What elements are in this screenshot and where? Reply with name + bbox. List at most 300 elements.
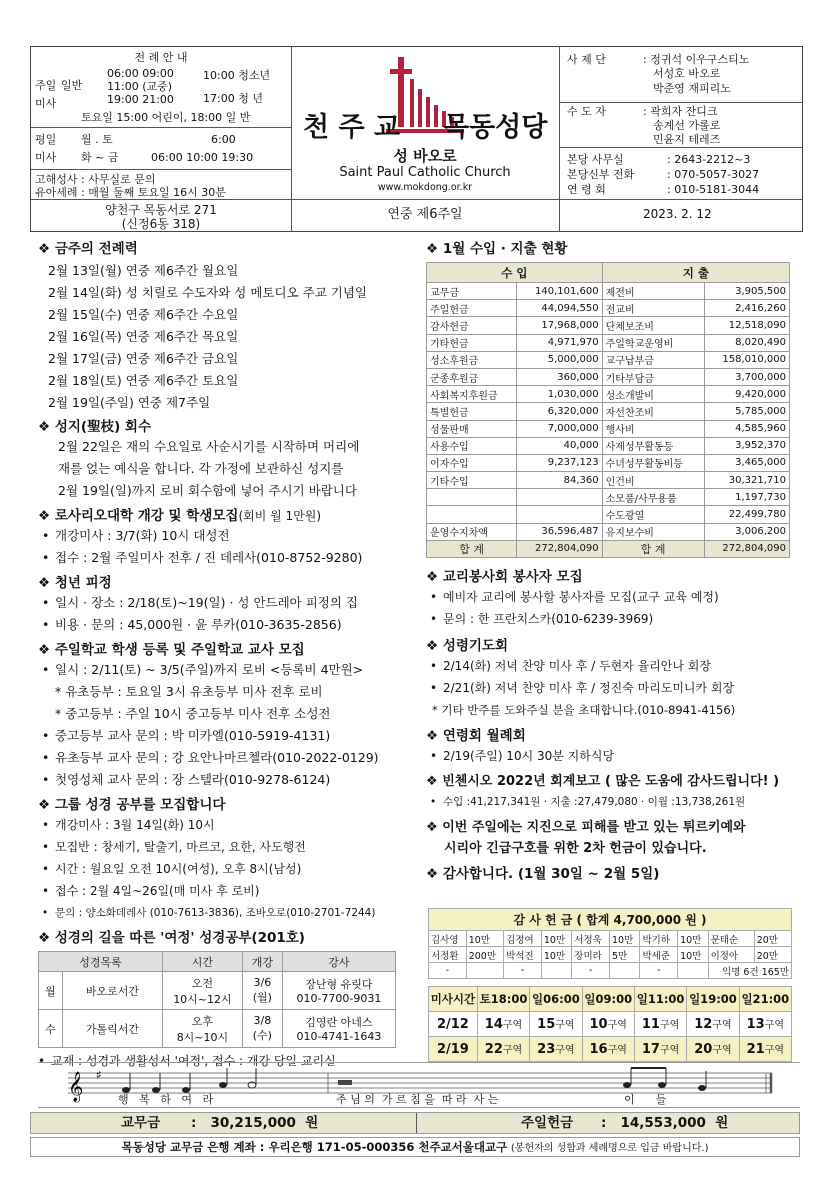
liturgy-list bbox=[38, 260, 418, 414]
liturgy-item: 2월 16일(목) 연중 제6주간 목요일 bbox=[48, 329, 239, 344]
sunday-offering-value: : 14,553,000 원 bbox=[601, 1115, 729, 1131]
donation-cell bbox=[678, 963, 708, 979]
district-number: 15 bbox=[537, 1017, 556, 1032]
income-amount: 4,971,970 bbox=[517, 334, 602, 351]
journey-title-text: 성경의 길을 따른 '여정' 성경공부(201호) bbox=[54, 930, 305, 946]
tue-fri: 화 ~ 금 bbox=[81, 151, 119, 164]
finance-row bbox=[427, 386, 790, 403]
income-header: 수 입 bbox=[427, 263, 603, 283]
expense-item: 인건비 bbox=[602, 472, 704, 489]
finance-title: ❖ 1월 수입 · 지출 현황 bbox=[426, 241, 568, 257]
rosary-item: 개강미사 : 3/7(화) 10시 대성전 bbox=[55, 528, 230, 543]
district-header-row bbox=[429, 987, 792, 1012]
district-number: 14 bbox=[484, 1017, 503, 1032]
finance-row bbox=[427, 334, 790, 351]
expense-item: 제전비 bbox=[602, 283, 704, 300]
elders-title-text: 연령회 월례회 bbox=[442, 728, 526, 744]
rosary-title: ❖ 로사리오대학 개강 및 학생모집(회비 월 1만원) bbox=[38, 508, 322, 524]
income-item: 군종후원금 bbox=[427, 368, 517, 385]
donation-name: 박석진 bbox=[504, 947, 542, 963]
district-suffix: 구역 bbox=[555, 1045, 575, 1056]
spirit-item: 2/14(화) 저녁 찬양 미사 후 / 두현자 율리안나 회장 bbox=[443, 659, 711, 673]
district-date: 2/12 bbox=[429, 1012, 478, 1037]
donation-amount: 10만 bbox=[466, 931, 503, 947]
income-amount: 44,094,550 bbox=[517, 300, 602, 317]
liturgy-item: 2월 18일(토) 연중 제6주간 토요일 bbox=[48, 373, 239, 388]
youth-item: 비용 · 문의 : 45,000원 · 윤 루카(010-3635-2856) bbox=[55, 617, 342, 632]
income-amount: 17,968,000 bbox=[517, 317, 602, 334]
priest-2: 서성호 바오로 bbox=[653, 67, 721, 80]
bible-item: 모집반 : 창세기, 탈출기, 마르코, 요한, 사도행전 bbox=[55, 840, 306, 854]
district-header: 미사시간 bbox=[429, 987, 478, 1012]
district-number: 10 bbox=[589, 1017, 608, 1032]
income-item bbox=[427, 506, 517, 523]
income-amount: 40,000 bbox=[517, 437, 602, 454]
bible-item: 접수 : 2월 4일~26일(매 미사 후 로비) bbox=[55, 884, 260, 898]
journey-cell: 오후 8시~10시 bbox=[163, 1010, 243, 1048]
expense-amount: 3,465,000 bbox=[704, 454, 789, 471]
school-item: 유초등부 교사 문의 : 강 요안나마르첼라(010-2022-0129) bbox=[55, 750, 379, 765]
youth-item: 일시 · 장소 : 2/18(토)~19(일) · 성 안드레아 피정의 집 bbox=[55, 595, 359, 610]
donation-amount: 20만 bbox=[754, 947, 791, 963]
bank-bar bbox=[30, 1137, 800, 1157]
donation-cell: - bbox=[640, 963, 678, 979]
journey-header: 성경목록 bbox=[39, 952, 163, 972]
sunday-times-2: 11:00 (교중) bbox=[107, 80, 173, 93]
expense-amount: 12,518,090 bbox=[704, 317, 789, 334]
donation-name: 김정여 bbox=[504, 931, 542, 947]
district-date: 2/19 bbox=[429, 1037, 478, 1062]
income-item: 운영수지차액 bbox=[427, 523, 517, 540]
sunday-times-1: 06:00 09:00 bbox=[107, 67, 174, 80]
journey-header-row bbox=[39, 952, 396, 972]
income-amount: 9,237,123 bbox=[517, 454, 602, 471]
tue-fri-times: 06:00 10:00 19:30 bbox=[151, 151, 254, 164]
spirit-title: ❖ 성령기도회 bbox=[426, 638, 509, 654]
donation-name: 서정환 bbox=[429, 947, 467, 963]
bulletin-date: 2023. 2. 12 bbox=[643, 207, 712, 221]
thanks-title: ❖ 감사합니다. (1월 30일 ~ 2월 5일) bbox=[426, 866, 660, 882]
district-row bbox=[429, 1012, 792, 1037]
journey-row bbox=[39, 1010, 396, 1048]
donation-amount: 10만 bbox=[541, 947, 571, 963]
income-amount bbox=[517, 506, 602, 523]
journey-cell: 3/8 (수) bbox=[242, 1010, 282, 1048]
district-row bbox=[429, 1037, 792, 1062]
district-number: 21 bbox=[746, 1042, 765, 1057]
district-header: 일09:00 bbox=[582, 987, 634, 1012]
expense-item: 수녀성무활동비등 bbox=[602, 454, 704, 471]
young-adult-mass: 17:00 청 년 bbox=[203, 92, 263, 105]
donation-table bbox=[428, 908, 792, 979]
journey-title: ❖ 성경의 길을 따른 '여정' 성경공부(201호) bbox=[38, 930, 305, 946]
palm-title: ❖ 성지(聖枝) 회수 bbox=[38, 419, 152, 435]
donation-anonymous: 익명 6건 165만 bbox=[708, 963, 791, 979]
donation-cell: - bbox=[572, 963, 610, 979]
expense-amount: 3,700,000 bbox=[704, 368, 789, 385]
catechism-item: 예비자 교리에 봉사할 봉사자를 모집(교구 교육 예정) bbox=[443, 590, 719, 604]
donation-cell: - bbox=[429, 963, 467, 979]
header-box bbox=[30, 46, 803, 232]
finance-row bbox=[427, 368, 790, 385]
sunday-offering-label: 주일헌금 bbox=[521, 1115, 574, 1131]
office-label: 본당 사무실 bbox=[567, 153, 624, 166]
expense-item: 기타부담금 bbox=[602, 368, 704, 385]
journey-header: 강사 bbox=[282, 952, 395, 972]
donation-cell bbox=[466, 963, 503, 979]
district-cell bbox=[634, 1037, 686, 1062]
finance-row bbox=[427, 506, 790, 523]
address-1: 양천구 목동서로 271 bbox=[105, 203, 217, 217]
confession-info: 고해성사 : 사무실로 문의 bbox=[35, 173, 156, 186]
rosary-list: • 개강미사 : 3/7(화) 10시 대성전 • 접수 : 2월 주일미사 전후 / 진 데레사(010-8752-9280) bbox=[42, 528, 363, 565]
journey-cell: 3/6 (월) bbox=[242, 972, 282, 1010]
donation-amount: 200만 bbox=[466, 947, 503, 963]
donation-name: 장미라 bbox=[572, 947, 610, 963]
nun-3: 민윤지 테레즈 bbox=[653, 133, 721, 146]
church-name-left: 천 주 교 bbox=[303, 112, 401, 143]
district-number: 20 bbox=[694, 1042, 713, 1057]
donation-amount: 5만 bbox=[610, 947, 640, 963]
rosary-title-note: (회비 월 1만원) bbox=[238, 509, 322, 523]
total-income: 272,804,090 bbox=[517, 540, 602, 557]
income-amount bbox=[517, 489, 602, 506]
palm-line: 2월 22일은 재의 수요일로 사순시기를 시작하며 머리에 bbox=[58, 439, 360, 454]
weekday-label2: 미사 bbox=[35, 151, 57, 164]
district-suffix: 구역 bbox=[659, 1020, 680, 1031]
expense-amount: 22,499,780 bbox=[704, 506, 789, 523]
district-number: 17 bbox=[641, 1042, 660, 1057]
finance-total-row bbox=[427, 540, 790, 557]
school-item: 첫영성체 교사 문의 : 장 스텔라(010-9278-6124) bbox=[55, 772, 331, 787]
finance-row bbox=[427, 317, 790, 334]
right-column bbox=[426, 240, 796, 883]
district-header: 일06:00 bbox=[530, 987, 582, 1012]
donation-name: 박기하 bbox=[640, 931, 678, 947]
vincent-title: ❖ 빈첸시오 2022년 회계보고 ( 많은 도움에 감사드립니다! ) bbox=[426, 774, 780, 789]
liturgy-title: ❖ 금주의 전례력 bbox=[38, 241, 138, 257]
youth-title: ❖ 청년 피정 bbox=[38, 575, 112, 591]
bible-item: 문의 : 양소화데레사 (010-7613-3836), 조바오로(010-2701-7244) bbox=[55, 907, 376, 919]
expense-amount: 3,905,500 bbox=[704, 283, 789, 300]
donation-name: 박세준 bbox=[640, 947, 678, 963]
donation-cell bbox=[541, 963, 571, 979]
catechism-item: 문의 : 한 프란치스카(010-6239-3969) bbox=[443, 612, 654, 626]
district-suffix: 구역 bbox=[764, 1020, 785, 1031]
expense-header: 지 출 bbox=[602, 263, 789, 283]
donation-name: 서정욱 bbox=[572, 931, 610, 947]
mon-sat: 월 . 토 bbox=[81, 133, 113, 146]
sunday-times-3: 19:00 21:00 bbox=[107, 93, 174, 106]
expense-amount: 9,420,000 bbox=[704, 386, 789, 403]
spirit-item: 2/21(화) 저녁 찬양 미사 후 / 정진숙 마리도미니카 회장 bbox=[443, 681, 735, 695]
priest-phone: : 070-5057-3027 bbox=[667, 168, 760, 181]
district-number: 23 bbox=[537, 1042, 556, 1057]
expense-amount: 8,020,490 bbox=[704, 334, 789, 351]
finance-row bbox=[427, 489, 790, 506]
district-suffix: 구역 bbox=[764, 1045, 785, 1056]
expense-amount: 158,010,000 bbox=[704, 351, 789, 368]
journey-cell: 바오로서간 bbox=[63, 972, 163, 1010]
finance-title-text: 1월 수입 · 지출 현황 bbox=[442, 241, 568, 257]
priest-3: 박준영 재피리노 bbox=[653, 82, 731, 95]
expense-amount: 3,952,370 bbox=[704, 437, 789, 454]
journey-table bbox=[38, 951, 396, 1048]
expense-item: 행사비 bbox=[602, 420, 704, 437]
donation-name: 김사영 bbox=[429, 931, 467, 947]
svg-text:𝄞: 𝄞 bbox=[68, 1072, 84, 1102]
total-label: 합 계 bbox=[427, 540, 517, 557]
income-amount: 5,000,000 bbox=[517, 351, 602, 368]
income-amount: 6,320,000 bbox=[517, 403, 602, 420]
youth-title-text: 청년 피정 bbox=[54, 575, 112, 591]
hymn-lyric-2: 주 님 의 가 르 침 을 따 라 사 는 bbox=[336, 1093, 499, 1106]
bible-list: • 개강미사 : 3월 14일(화) 10시 • 모집반 : 창세기, 탈출기, 마르코, 요한, 사도행전 • 시간 : 월요일 오전 10시(여성), 오후 8시(남성) • 접수 : 2월 4일~26일(매 미사 후 로비) • 문의 : 양소화데레사 (010-7613-3836), 조바오로(010-2701-7244) bbox=[42, 818, 376, 919]
vincent-list: • 수입 :41,217,341원 · 지출 :27,479,080 · 이월 :13,738,261원 bbox=[430, 796, 746, 808]
income-amount: 1,030,000 bbox=[517, 386, 602, 403]
hymn-staff bbox=[38, 1062, 800, 1108]
finance-header-row bbox=[427, 263, 790, 283]
bank-note: (봉헌자의 성함과 세례명으로 입금 바랍니다.) bbox=[510, 1143, 709, 1154]
expense-amount: 4,585,960 bbox=[704, 420, 789, 437]
journey-cell: 가톨릭서간 bbox=[63, 1010, 163, 1048]
district-header: 일19:00 bbox=[687, 987, 739, 1012]
priest-phone-label: 본당신부 전화 bbox=[567, 168, 635, 181]
income-item: 교무금 bbox=[427, 283, 517, 300]
vincent-item: 수입 :41,217,341원 · 지출 :27,479,080 · 이월 :13,738,261원 bbox=[443, 796, 746, 808]
expense-item: 수도광열 bbox=[602, 506, 704, 523]
relief-line: 시리아 긴급구호를 위한 2차 헌금이 있습니다. bbox=[444, 841, 707, 856]
district-suffix: 구역 bbox=[607, 1045, 627, 1056]
nun-label: 수 도 자 bbox=[567, 105, 606, 118]
rosary-title-text: 로사리오대학 개강 및 학생모집 bbox=[54, 508, 239, 524]
hymn-lyric-3: 이 들 bbox=[624, 1093, 667, 1106]
school-item: 일시 : 2/11(토) ~ 3/5(주일)까지 로비 <등록비 4만원> bbox=[55, 662, 364, 677]
journey-cell: 월 bbox=[39, 972, 63, 1010]
elders-title: ❖ 연령회 월례회 bbox=[426, 728, 526, 744]
bank-text: 목동성당 교무금 은행 계좌 : 우리은행 171-05-000356 천주교서울대교구 bbox=[121, 1140, 508, 1154]
district-table bbox=[428, 986, 792, 1062]
journey-header: 개강 bbox=[242, 952, 282, 972]
liturgy-item: 2월 17일(금) 연중 제6주간 금요일 bbox=[48, 351, 239, 366]
palm-body bbox=[38, 436, 418, 502]
liturgy-item: 2월 15일(수) 연중 제6주간 수요일 bbox=[48, 307, 239, 322]
district-cell bbox=[687, 1012, 739, 1037]
tithe-label: 교무금 bbox=[121, 1115, 161, 1131]
nun-1: : 곽희자 잔디크 bbox=[643, 105, 718, 118]
school-item: * 중고등부 : 주일 10시 중고등부 미사 전후 소성전 bbox=[55, 706, 331, 721]
saint-name: 성 바오로 bbox=[393, 147, 457, 165]
donation-name: 문태순 bbox=[708, 931, 754, 947]
journey-cell: 장난형 유릿다 010-7700-9031 bbox=[282, 972, 395, 1010]
website-link[interactable]: www.mokdong.or.kr bbox=[377, 182, 473, 193]
income-amount: 360,000 bbox=[517, 368, 602, 385]
svg-text:♯: ♯ bbox=[96, 1068, 102, 1082]
rosary-item: 접수 : 2월 주일미사 전후 / 진 데레사(010-8752-9280) bbox=[55, 550, 363, 565]
journey-cell: 수 bbox=[39, 1010, 63, 1048]
liturgy-item: 2월 13일(월) 연중 제6주간 월요일 bbox=[48, 263, 239, 278]
priest-label: 사 제 단 bbox=[567, 53, 606, 66]
income-amount: 84,360 bbox=[517, 472, 602, 489]
catechism-title: ❖ 교리봉사회 봉사자 모집 bbox=[426, 569, 583, 585]
tithe-value: : 30,215,000 원 bbox=[191, 1115, 319, 1131]
mon-sat-time: 6:00 bbox=[211, 133, 236, 146]
district-cell bbox=[634, 1012, 686, 1037]
expense-item: 교구납부금 bbox=[602, 351, 704, 368]
saturday-note: 토요일 15:00 어린이, 18:00 일 반 bbox=[81, 111, 251, 124]
school-item: 중고등부 교사 문의 : 박 미카엘(010-5919-4131) bbox=[55, 728, 331, 743]
priest-1: : 정귀석 이우구스티노 bbox=[643, 53, 750, 66]
council-label: 연 령 회 bbox=[567, 183, 606, 196]
income-item: 사용수입 bbox=[427, 437, 517, 454]
district-suffix: 구역 bbox=[712, 1045, 732, 1056]
income-item: 사회복지후원금 bbox=[427, 386, 517, 403]
english-name: Saint Paul Catholic Church bbox=[339, 165, 511, 180]
district-cell bbox=[582, 1012, 634, 1037]
income-item: 기타수입 bbox=[427, 472, 517, 489]
donation-row bbox=[429, 931, 792, 947]
vincent-title-text: 빈첸시오 2022년 회계보고 ( 많은 도움에 감사드립니다! ) bbox=[442, 774, 780, 789]
finance-row bbox=[427, 437, 790, 454]
income-item: 기타헌금 bbox=[427, 334, 517, 351]
bible-title: ❖ 그룹 성경 공부를 모집합니다 bbox=[38, 797, 226, 813]
donation-amount: 10만 bbox=[541, 931, 571, 947]
donation-amount: 10만 bbox=[678, 931, 708, 947]
expense-item: 성소개발비 bbox=[602, 386, 704, 403]
expense-amount: 5,785,000 bbox=[704, 403, 789, 420]
district-cell bbox=[530, 1012, 582, 1037]
spirit-item: * 기타 반주를 도와주실 분을 초대합니다.(010-8941-4156) bbox=[432, 703, 736, 717]
journey-cell: 김영란 아네스 010-4741-1643 bbox=[282, 1010, 395, 1048]
district-suffix: 구역 bbox=[502, 1045, 523, 1056]
liturgy-title-text: 금주의 전례력 bbox=[54, 241, 138, 257]
district-number: 22 bbox=[484, 1042, 503, 1057]
income-item: 주일헌금 bbox=[427, 300, 517, 317]
district-cell bbox=[477, 1037, 529, 1062]
total-label: 합 계 bbox=[602, 540, 704, 557]
church-name-right: 목동성당 bbox=[443, 112, 548, 143]
expense-item: 주일학교운영비 bbox=[602, 334, 704, 351]
district-cell bbox=[687, 1037, 739, 1062]
district-suffix: 구역 bbox=[502, 1020, 523, 1031]
finance-row bbox=[427, 403, 790, 420]
relief-notice: ❖ 이번 주일에는 지진으로 피해를 받고 있는 튀르키예와 시리아 긴급구호를 위한 2차 헌금이 있습니다. bbox=[426, 817, 796, 859]
spirit-title-text: 성령기도회 bbox=[442, 638, 509, 654]
expense-amount: 3,006,200 bbox=[704, 523, 789, 540]
spirit-list: • 2/14(화) 저녁 찬양 미사 후 / 두현자 율리안나 회장 • 2/21(화) 저녁 찬양 미사 후 / 정진숙 마리도미니카 회장 * 기타 반주를 도와주실 분을 초대합니다.(010-8941-4156) bbox=[426, 655, 796, 721]
finance-row bbox=[427, 472, 790, 489]
donation-row bbox=[429, 947, 792, 963]
journey-note: 교재 : 성경과 생활성서 '여정', 접수 : 개강 당일 교리실 bbox=[51, 1054, 336, 1068]
finance-row bbox=[427, 454, 790, 471]
donation-amount: 20만 bbox=[754, 931, 791, 947]
total-expense: 272,804,090 bbox=[704, 540, 789, 557]
bible-item: 시간 : 월요일 오전 10시(여성), 오후 8시(남성) bbox=[55, 862, 302, 876]
catechism-title-text: 교리봉사회 봉사자 모집 bbox=[442, 569, 583, 585]
palm-line: 2월 19일(일)까지 로비 회수함에 넣어 주시기 바랍니다 bbox=[58, 483, 357, 498]
school-title-text: 주일학교 학생 등록 및 주일학교 교사 모집 bbox=[54, 642, 305, 658]
catechism-list: • 예비자 교리에 봉사할 봉사자를 모집(교구 교육 예정) • 문의 : 한 프란치스카(010-6239-3969) bbox=[430, 590, 719, 626]
district-header: 일11:00 bbox=[634, 987, 686, 1012]
district-suffix: 구역 bbox=[607, 1020, 627, 1031]
thanks-title-text: 감사합니다. (1월 30일 ~ 2월 5일) bbox=[442, 866, 660, 882]
district-number: 11 bbox=[641, 1017, 660, 1032]
normal-label: 일반 bbox=[61, 79, 83, 92]
council-phone: : 010-5181-3044 bbox=[667, 183, 760, 196]
weekday-label: 평일 bbox=[35, 133, 57, 146]
finance-table bbox=[426, 262, 790, 558]
donation-amount: 10만 bbox=[678, 947, 708, 963]
bible-title-text: 그룹 성경 공부를 모집합니다 bbox=[54, 797, 226, 813]
expense-amount: 30,321,710 bbox=[704, 472, 789, 489]
elders-list: • 2/19(주일) 10시 30분 지하식당 bbox=[430, 749, 615, 763]
sunday-title: 연중 제6주일 bbox=[387, 207, 463, 222]
income-item: 특별헌금 bbox=[427, 403, 517, 420]
journey-cell: 오전 10시~12시 bbox=[163, 972, 243, 1010]
income-amount: 36,596,487 bbox=[517, 523, 602, 540]
school-item: * 유초등부 : 토요일 3시 유초등부 미사 전후 로비 bbox=[55, 684, 323, 699]
nun-2: 송계선 가롤로 bbox=[653, 119, 721, 132]
finance-row bbox=[427, 523, 790, 540]
district-suffix: 구역 bbox=[659, 1045, 680, 1056]
journey-row bbox=[39, 972, 396, 1010]
expense-item: 자선찬조비 bbox=[602, 403, 704, 420]
district-suffix: 구역 bbox=[555, 1020, 575, 1031]
income-item: 성물판매 bbox=[427, 420, 517, 437]
district-cell bbox=[477, 1012, 529, 1037]
address-2: (신정6동 318) bbox=[121, 217, 201, 231]
finance-row bbox=[427, 420, 790, 437]
district-header: 일21:00 bbox=[739, 987, 791, 1012]
sunday-label: 주일 bbox=[35, 79, 57, 92]
expense-amount: 2,416,260 bbox=[704, 300, 789, 317]
palm-title-text: 성지(聖枝) 회수 bbox=[54, 419, 152, 435]
office-phone: : 2643-2212~3 bbox=[667, 153, 751, 166]
donation-amount: 10만 bbox=[610, 931, 640, 947]
income-amount: 140,101,600 bbox=[517, 283, 602, 300]
donation-row bbox=[429, 963, 792, 979]
donation-cell: - bbox=[504, 963, 542, 979]
expense-item: 사제성무활동등 bbox=[602, 437, 704, 454]
district-number: 16 bbox=[589, 1042, 608, 1057]
district-number: 12 bbox=[694, 1017, 713, 1032]
youth-list: • 일시 · 장소 : 2/18(토)~19(일) · 성 안드레아 피정의 집 • 비용 · 문의 : 45,000원 · 윤 루카(010-3635-2856) bbox=[42, 595, 359, 632]
district-suffix: 구역 bbox=[712, 1020, 732, 1031]
district-cell bbox=[530, 1037, 582, 1062]
bible-item: 개강미사 : 3월 14일(화) 10시 bbox=[55, 818, 215, 832]
totals-bar bbox=[30, 1112, 800, 1134]
liturgy-item: 2월 19일(주일) 연중 제7주일 bbox=[48, 395, 211, 410]
liturgy-item: 2월 14일(화) 성 치릴로 수도자와 성 메토디오 주교 기념일 bbox=[48, 285, 367, 300]
expense-amount: 1,197,730 bbox=[704, 489, 789, 506]
journey-header: 시간 bbox=[163, 952, 243, 972]
school-title: ❖ 주일학교 학생 등록 및 주일학교 교사 모집 bbox=[38, 642, 305, 658]
expense-item: 유지보수비 bbox=[602, 523, 704, 540]
income-amount: 7,000,000 bbox=[517, 420, 602, 437]
donation-header: 감 사 헌 금 ( 합계 4,700,000 원 ) bbox=[429, 909, 792, 931]
finance-row bbox=[427, 351, 790, 368]
infant-baptism-info: 유아세례 : 매월 둘째 토요일 16시 30분 bbox=[35, 186, 226, 199]
district-cell bbox=[582, 1037, 634, 1062]
district-cell bbox=[739, 1037, 791, 1062]
income-item: 감사헌금 bbox=[427, 317, 517, 334]
district-number: 13 bbox=[746, 1017, 765, 1032]
school-list: • 일시 : 2/11(토) ~ 3/5(주일)까지 로비 <등록비 4만원> * 유초등부 : 토요일 3시 유초등부 미사 전후 로비 * 중고등부 : 주일 10시 중고등부 미사 전후 소성전 • 중고등부 교사 문의 : 박 미카엘(010-5919-4131) • 유초등부 교사 문의 : 강 요안나마르첼라(010-2022-0129) • 첫영성체 교사 문의 : 장 스텔라(010-9278-6124) bbox=[38, 659, 418, 791]
income-item bbox=[427, 489, 517, 506]
mass-heading: 전 례 안 내 bbox=[134, 51, 188, 64]
expense-item: 전교비 bbox=[602, 300, 704, 317]
income-item: 성소후원금 bbox=[427, 351, 517, 368]
